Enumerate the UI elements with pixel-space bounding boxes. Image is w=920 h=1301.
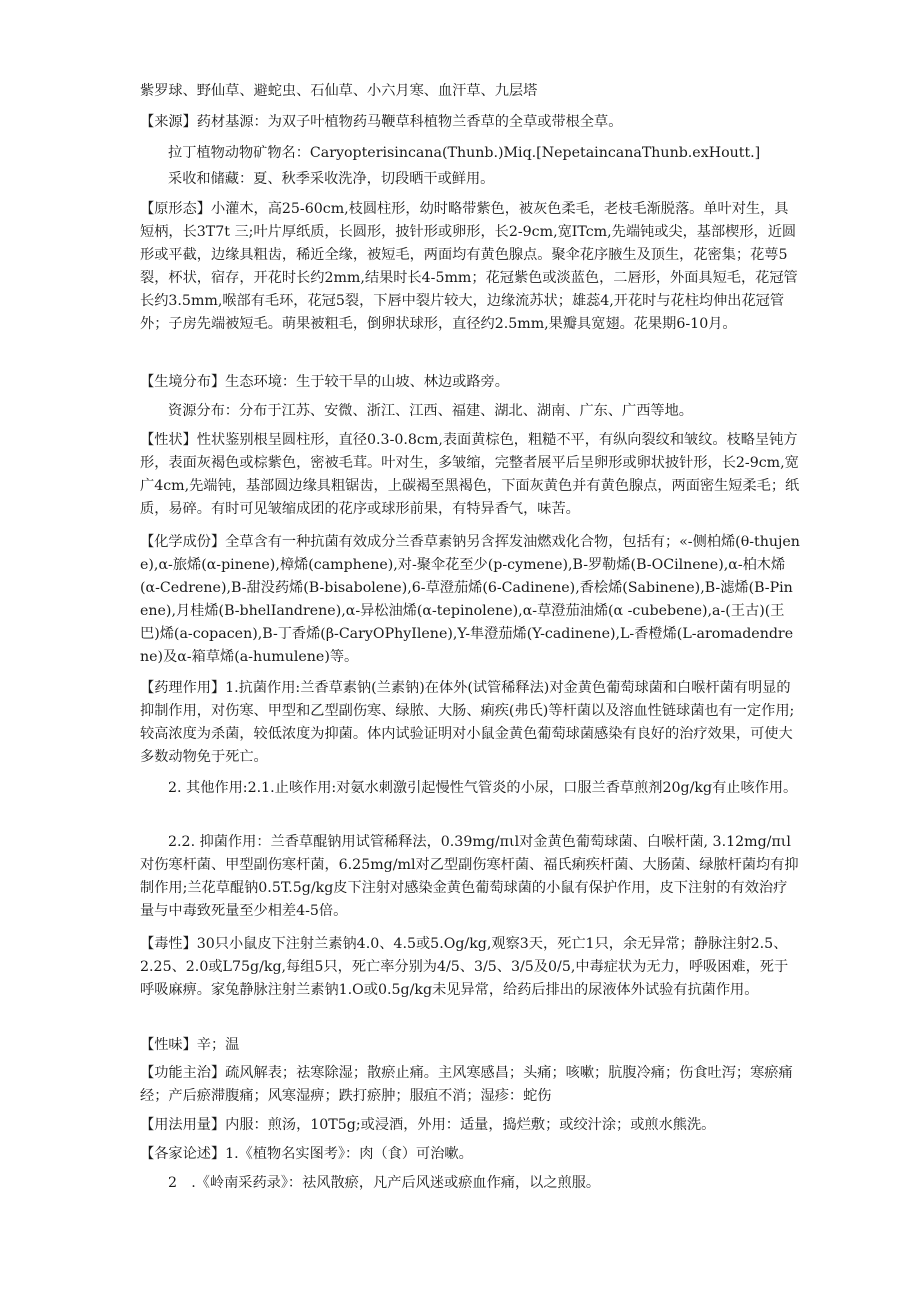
pharmacology-section: 【药理作用】1.抗菌作用:兰香草素钠(兰素钠)在体外(试管稀释法)对金黄色葡萄球菌和白喉杆菌有明显的抑制作用，对伤寒、甲型和乙型副伤寒、绿脓、大肠、痢疾(弗氏)等杆菌以及溶血性链球菌也有一定作用;较高浓度为杀菌，较低浓度为抑菌。体内试验证明对小鼠金黄色葡萄球菌感染有良好的治疗效果，可使大多数动物免于死亡。 <box>140 680 795 765</box>
discussion-section: 【各家论述】1.《植物名实图考》：肉（食）可治嗽。 <box>140 1146 473 1162</box>
latin-name-line: 拉丁植物动物矿物名：Caryopterisincana(Thunb.)Miq.[NepetaincanaThunb.exHoutt.] <box>168 145 761 161</box>
source-section: 【来源】药材基源：为双子叶植物药马鞭草科植物兰香草的全草或带根全草。 <box>140 114 623 130</box>
chemistry-section: 【化学成份】全草含有一种抗菌有效成分兰香草素钠另含挥发油燃戏化合物，包括有；«-侧柏烯(θ-thujene),α-旅烯(α-pinene),樟烯(camphene),对-聚伞花至少(p-cymene),B-罗勒烯(B-OCilnene),α-柏木烯(α-Cedrene),B-甜没药烯(B-bisabolene),6-草澄茄烯(6-Cadinene),香桧烯(Sabinene),B-滤烯(B-Pinene),月桂烯(B-bhelIandrene),α-异松油烯(α-tepinolene),α-草澄茄油烯(α -cubebene),a-(王古)(王巴)烯(a-copacen),B-丁香烯(β-CaryOPhyIlene),Y-隼澄茄烯(Y-cadinene),L-香橙烯(L-aromadendrene)及α-箱草烯(a-humulene)等。 <box>140 534 800 665</box>
nature-section: 【性味】辛；温 <box>140 1037 240 1053</box>
characters-section: 【性状】性状鉴别根呈圆柱形，直径0.3-0.8cm,表面黄棕色，粗糙不平，有纵向裂纹和皱纹。枝略呈钝方形，表面灰褐色或棕紫色，密被毛茸。叶对生，多皱缩，完整者展平后呈卵形或卵状披针形，长2-9cm,宽广4cm,先端钝，基部圆边缘具粗锯齿，上碳褐至黑褐色，下面灰黄色并有黄色腺点，两面密生短柔毛；纸质，易碎。有时可见皱缩成团的花序或球形前果，有特异香气，味苦。 <box>140 432 800 517</box>
habitat-section: 【生境分布】生态环境：生于较干旱的山坡、林边或路旁。 <box>140 374 509 390</box>
functions-section: 【功能主治】疏风解表；祛寒除湿；散瘀止痛。主风寒感昌；头痛；咳嗽；肮腹冷痛；伤食吐泻；寒瘀痛经；产后瘀滞腹痛；风寒湿痹；跌打瘀肿；服疽不消；湿疹：蛇伤 <box>140 1065 793 1104</box>
usage-section: 【用法用量】内服：煎汤，10T5g;或浸酒，外用：适量，捣烂敷；或绞汁涂；或煎水熊洗。 <box>140 1117 716 1133</box>
pharmacology-antibacterial: 2.2. 抑菌作用：兰香草醌钠用试管稀释法，0.39mg∕πιl对金黄色葡萄球菌、白喉杆菌, 3.12mg∕πιl对伤寒杆菌、甲型副伤寒杆菌，6.25mg∕ml对乙型副伤寒杆菌、福氏痢疾杆菌、大肠菌、绿脓杆菌均有抑制作用;兰花草醌钠0.5T.5g∕kg皮下注射对感染金黄色葡萄球菌的小鼠有保护作用，皮下注射的有效治疗量与中毒致死量至少相差4-5倍。 <box>140 834 799 919</box>
pharmacology-other: 2. 其他作用:2.1.止咳作用:对氨水刺激引起慢性气管炎的小尿，口服兰香草煎剂20g∕kg有止咳作用。 <box>168 780 798 796</box>
toxicity-section: 【毒性】30只小鼠皮下注射兰素钠4.0、4.5或5.Og/kg,观察3天，死亡1只，余无异常；静脉注射2.5、2.25、2.0或L75g∕kg,每组5只，死亡率分别为4/5、3/5、3/5及0/5,中毒症状为无力，呼吸困难，死于呼吸麻痹。家兔静脉注射兰素钠1.O或0.5g∕kg未见异常，给药后排出的尿液体外试验有抗菌作用。 <box>140 936 789 998</box>
harvest-line: 采收和储藏：夏、秋季采收洗净，切段晒干或鲜用。 <box>168 171 495 187</box>
aliases-line: 紫罗球、野仙草、避蛇虫、石仙草、小六月寒、血汗草、九层塔 <box>140 83 538 99</box>
morphology-section: 【原形态】小灌木，高25-60cm,枝圆柱形，幼时略带紫色，被灰色柔毛，老枝毛渐脱落。单叶对生，具短柄，长3T7t 三;叶片厚纸质，长圆形，披针形或卵形，长2-9cm,宽ITcm,先端钝或尖，基部楔形，近圆形或平截，边缘具粗齿，稀近全缘，被短毛，两面均有黄色腺点。聚伞花序腋生及顶生，花密集；花萼5裂，杯状，宿存，开花时长约2mm,结果时长4-5mm；花冠紫色或淡蓝色，二唇形，外面具短毛，花冠管长约3.5mm,喉部有毛环，花冠5裂，下唇中裂片较大，边缘流苏状；雄蕊4,开花时与花柱均伸出花冠管外；子房先端被短毛。萌果被粗毛，倒卵状球形，直径约2.5mm,果瓣具宽翅。花果期6-10月。 <box>140 201 798 332</box>
distribution-line: 资源分布：分布于江苏、安微、浙江、江西、福建、湖北、湖南、广东、广西等地。 <box>168 403 693 419</box>
discussion-item-2: 2 .《岭南采药录》：祛风散瘀，凡产后风迷或瘀血作痛，以之煎服。 <box>168 1175 601 1191</box>
